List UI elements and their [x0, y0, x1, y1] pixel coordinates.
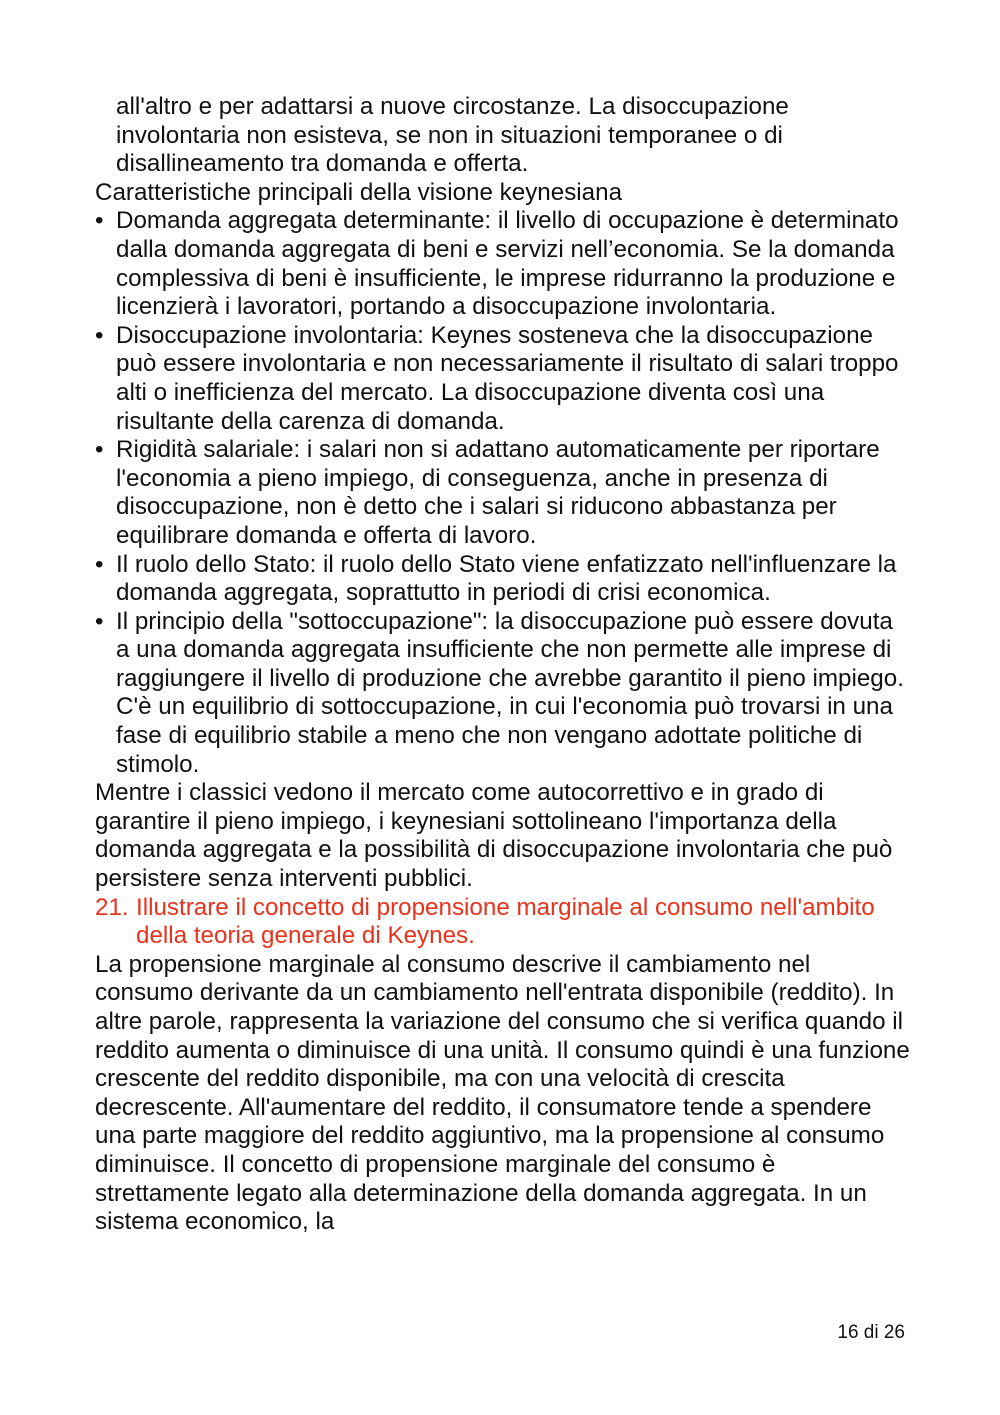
bullet-marker: •	[95, 207, 104, 235]
bullet-marker: •	[95, 607, 104, 635]
list-item	[95, 608, 910, 780]
list-item-text: Domanda aggregata determinante: il livello di occupazione è determinato dalla domanda aggregata di beni e servizi nell’economia. Se la domanda complessiva di beni è insufficiente, le imprese ridurranno la produzione e licenzierà i lavoratori, portando a disoccupazione involontaria.	[116, 207, 899, 321]
list-item	[95, 551, 910, 608]
answer-paragraph: La propensione marginale al consumo descrive il cambiamento nel consumo derivante da un cambiamento nell'entrata disponibile (reddito). In altre parole, rappresenta la variazione del consumo che si verifica quando il reddito aumenta o diminuisce di una unità. Il consumo quindi è una funzione crescente del reddito disponibile, ma con una velocità di crescita decrescente. All'aumentare del reddito, il consumatore tende a spendere una parte maggiore del reddito aggiuntivo, ma la propensione al consumo diminuisce. Il concetto di propensione marginale del consumo è strettamente legato alla determinazione della domanda aggregata. In un sistema economico, la	[95, 950, 910, 1236]
page-number: 16 di 26	[837, 1322, 905, 1343]
list-item-text: Il principio della "sottoccupazione": la disoccupazione può essere dovuta a una domanda aggregata insufficiente che non permette alle imprese di raggiungere il livello di produzione che avrebbe garantito il pieno impiego. C'è un equilibrio di sottoccupazione, in cui l'economia può trovarsi in una fase di equilibrio stabile a meno che non vengano adottate politiche di stimolo.	[116, 607, 904, 778]
list-item	[95, 322, 910, 436]
list-item-text: Disoccupazione involontaria: Keynes sosteneva che la disoccupazione può essere involontaria e non necessariamente il risultato di salari troppo alti o inefficienza del mercato. La disoccupazione diventa così una risultante della carenza di domanda.	[116, 321, 899, 435]
list-item	[95, 436, 910, 550]
question-text: Illustrare il concetto di propensione marginale al consumo nell'ambito della teoria generale di Keynes.	[136, 893, 875, 950]
bullet-list	[95, 207, 910, 779]
bullet-marker: •	[95, 436, 104, 464]
list-item-text: Rigidità salariale: i salari non si adattano automaticamente per riportare l'economia a pieno impiego, di conseguenza, anche in presenza di disoccupazione, non è detto che i salari si riducono abbastanza per equilibrare domanda e offerta di lavoro.	[116, 436, 880, 549]
question-heading	[95, 894, 910, 951]
conclusion-paragraph: Mentre i classici vedono il mercato come autocorrettivo e in grado di garantire il pieno impiego, i keynesiani sottolineano l'importanza della domanda aggregata e la possibilità di disoccupazione involontaria che può persistere senza interventi pubblici.	[95, 779, 893, 893]
list-item	[95, 207, 910, 321]
bullet-marker: •	[95, 550, 104, 578]
bullet-marker: •	[95, 321, 104, 349]
question-number: 21.	[95, 893, 129, 921]
intro-continuation: all'altro e per adattarsi a nuove circostanze. La disoccupazione involontaria non esisteva, se non in situazioni temporanee o di disallineamento tra domanda e offerta.	[116, 93, 789, 178]
document-page	[95, 93, 910, 1237]
list-item-text: Il ruolo dello Stato: il ruolo dello Stato viene enfatizzato nell'influenzare la domanda aggregata, soprattutto in periodi di crisi economica.	[116, 550, 897, 607]
section-heading: Caratteristiche principali della visione keynesiana	[95, 178, 623, 206]
